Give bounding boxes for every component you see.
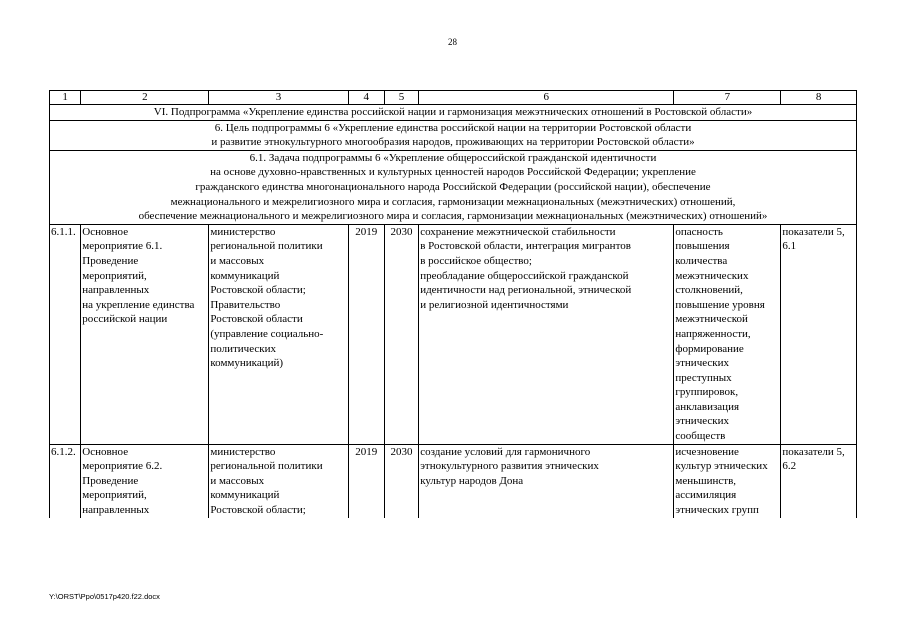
table-row xyxy=(50,444,857,517)
start-year: 2019 xyxy=(348,224,384,444)
task-row xyxy=(50,150,857,224)
row-number: 6.1.2. xyxy=(50,444,81,517)
executor: министерство региональной политики и массовых коммуникаций Ростовской области; xyxy=(209,444,348,517)
column-header: 4 xyxy=(348,91,384,105)
expected-result: создание условий для гармоничного этнокультурного развития этнических культур народов Дона xyxy=(419,444,674,517)
risk-consequences: исчезновение культур этнических меньшинств, ассимиляция этнических групп xyxy=(674,444,781,517)
expected-result: сохранение межэтнической стабильности в Ростовской области, интеграция мигрантов в российское общество; преобладание общероссийской гражданской идентичности над региональной, этнической и религиозной идентичностями xyxy=(419,224,674,444)
task-line: гражданского единства многонационального народа Российской Федерации (российской нации), обеспечение xyxy=(195,180,711,193)
column-header: 5 xyxy=(384,91,418,105)
file-path-footer: Y:\ORST\Ppo\0517p420.f22.docx xyxy=(49,592,160,601)
start-year: 2019 xyxy=(348,444,384,517)
task-cell xyxy=(50,150,857,224)
table-row xyxy=(50,224,857,444)
row-number: 6.1.1. xyxy=(50,224,81,444)
indicators: показатели 5, 6.2 xyxy=(781,444,857,517)
program-table xyxy=(49,90,857,518)
goal-line: и развитие этнокультурного многообразия народов, проживающих на территории Ростовской области» xyxy=(211,136,695,149)
task-line: обеспечение межнационального и межрелигиозного мира и согласия, гармонизации межнациональных (межэтнических) отношений» xyxy=(138,210,768,223)
goal-line: 6. Цель подпрограммы 6 «Укрепление единства российской нации на территории Ростовской области xyxy=(214,121,692,134)
column-header: 3 xyxy=(209,91,348,105)
risk-consequences: опасность повышения количества межэтнических столкновений, повышение уровня межэтнической напряженности, формирование этнических преступных группировок, анклавизация этнических сообществ xyxy=(674,224,781,444)
activity-name: Основное мероприятие 6.2. Проведение мероприятий, направленных xyxy=(81,444,209,517)
activity-name: Основное мероприятие 6.1. Проведение мероприятий, направленных на укрепление единства российской нации xyxy=(81,224,209,444)
subprogram-title: VI. Подпрограмма «Укрепление единства российской нации и гармонизация межэтнических отношений в Ростовской области» xyxy=(50,105,857,121)
goal-cell xyxy=(50,120,857,150)
goal-row xyxy=(50,120,857,150)
end-year: 2030 xyxy=(384,444,418,517)
subprogram-row xyxy=(50,105,857,121)
column-header: 2 xyxy=(81,91,209,105)
indicators: показатели 5, 6.1 xyxy=(781,224,857,444)
column-header: 8 xyxy=(781,91,857,105)
column-header-row xyxy=(50,91,857,105)
task-line: межнационального и межрелигиозного мира и согласия, гармонизации межнациональных (межэтнических) отношений, xyxy=(170,195,736,208)
column-header: 7 xyxy=(674,91,781,105)
end-year: 2030 xyxy=(384,224,418,444)
column-header: 6 xyxy=(419,91,674,105)
column-header: 1 xyxy=(50,91,81,105)
task-line: 6.1. Задача подпрограммы 6 «Укрепление общероссийской гражданской идентичности xyxy=(249,151,657,164)
page-number: 28 xyxy=(448,37,457,47)
executor: министерство региональной политики и массовых коммуникаций Ростовской области; Правительство Ростовской области (управление социально- политических коммуникаций) xyxy=(209,224,348,444)
task-line: на основе духовно-нравственных и культурных ценностей народов Российской Федерации; укрепление xyxy=(210,166,696,179)
